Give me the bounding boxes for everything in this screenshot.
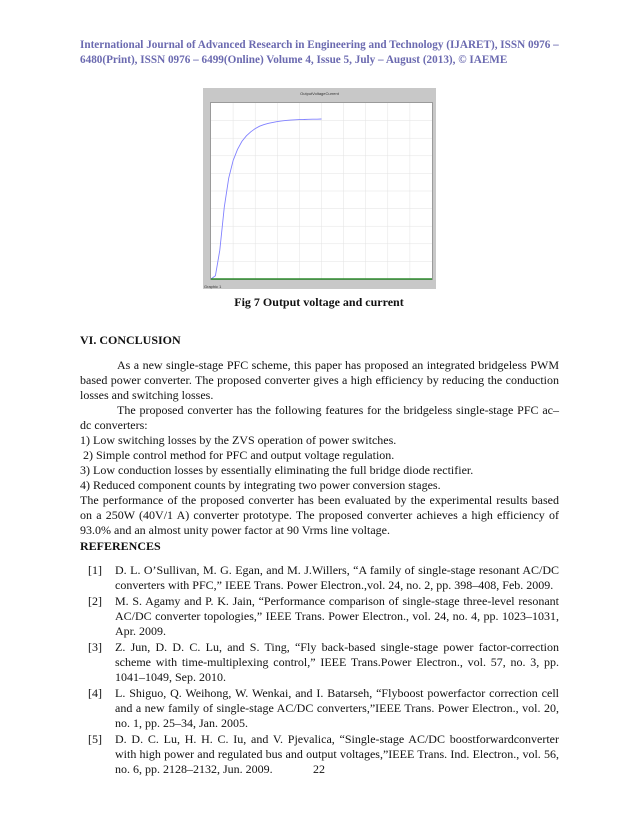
conclusion-heading: VI. CONCLUSION: [80, 333, 181, 347]
reference-number: [4]: [88, 686, 102, 700]
conclusion-paragraph-2: The proposed converter has the following features for the bridgeless single-stage PFC ac–dc converters:: [80, 403, 559, 432]
feature-item-4: 4) Reduced component counts by integrating two power conversion stages.: [80, 478, 441, 492]
reference-item: [80, 563, 559, 593]
reference-item: [80, 686, 559, 731]
conclusion-paragraph-1: As a new single-stage PFC scheme, this paper has proposed an integrated bridgeless PWM based power converter. The proposed converter gives a high efficiency by reducing the conduction losses and switching losses.: [80, 358, 559, 402]
page-number: 22: [313, 762, 325, 776]
feature-item-3: 3) Low conduction losses by essentially eliminating the full bridge diode rectifier.: [80, 463, 474, 477]
series-line-1: [211, 119, 322, 279]
reference-number: [3]: [88, 640, 102, 654]
reference-number: [1]: [88, 563, 102, 577]
reference-text: D. D. C. Lu, H. H. C. Iu, and V. Pjevalica, “Single-stage AC/DC boostforwardconverter with high power and regulated bus and output voltages,”IEEE Trans. Ind. Electron., vol. 56, no. 6, pp. 2128–2132, Jun. 2009.: [115, 732, 559, 776]
plot-side-label: Graphic 1: [204, 284, 222, 289]
feature-item-2: 2) Simple control method for PFC and output voltage regulation.: [80, 448, 395, 462]
figure-caption: Fig 7 Output voltage and current: [234, 295, 404, 309]
reference-text: M. S. Agamy and P. K. Jain, “Performance comparison of single-stage three-level resonant AC/DC converter topologies,” IEEE Trans. Power Electron., vol. 24, no. 4, pp. 1023–1031, Apr. 2009.: [115, 594, 559, 638]
output-chart: [203, 88, 436, 289]
feature-item-1: 1) Low switching losses by the ZVS operation of power switches.: [80, 433, 397, 447]
reference-number: [2]: [88, 594, 102, 608]
plot-title: OutputVoltageCurrent: [300, 91, 339, 96]
references-heading: REFERENCES: [80, 539, 161, 553]
reference-list: [80, 563, 559, 778]
journal-header: [80, 38, 570, 68]
conclusion-body: [80, 358, 559, 538]
conclusion-paragraph-3: The performance of the proposed converter has been evaluated by the experimental results based on a 250W (40V/1 A) converter prototype. The proposed converter achieves a high efficiency of 93.0% and an almost unity power factor at 90 Vrms line voltage.: [80, 493, 559, 537]
reference-number: [5]: [88, 732, 102, 746]
reference-text: L. Shiguo, Q. Weihong, W. Wenkai, and I. Batarseh, “Flyboost powerfactor correction cell and a new family of single-stage AC/DC converters,”IEEE Trans. Power Electron., vol. 20, no. 1, pp. 25–34, Jan. 2005.: [115, 686, 559, 730]
journal-header-line-2: 6480(Print), ISSN 0976 – 6499(Online) Volume 4, Issue 5, July – August (2013), © IAEME: [80, 54, 508, 66]
reference-text: D. L. O’Sullivan, M. G. Egan, and M. J.Willers, “A family of single-stage resonant AC/DC converters with PFC,” IEEE Trans. Power Electron.,vol. 24, no. 2, pp. 398–408, Feb. 2009.: [115, 563, 559, 592]
journal-header-line-1: International Journal of Advanced Research in Engineering and Technology (IJARET), ISSN 0976 –: [80, 39, 559, 51]
reference-text: Z. Jun, D. D. C. Lu, and S. Ting, “Fly back-based single-stage power factor-correction scheme with time-multiplexing control,” IEEE Trans.Power Electron., vol. 57, no. 3, pp. 1041–1049, Sep. 2010.: [115, 640, 559, 684]
output-figure: [203, 88, 436, 289]
reference-item: [80, 640, 559, 685]
reference-item: [80, 594, 559, 639]
